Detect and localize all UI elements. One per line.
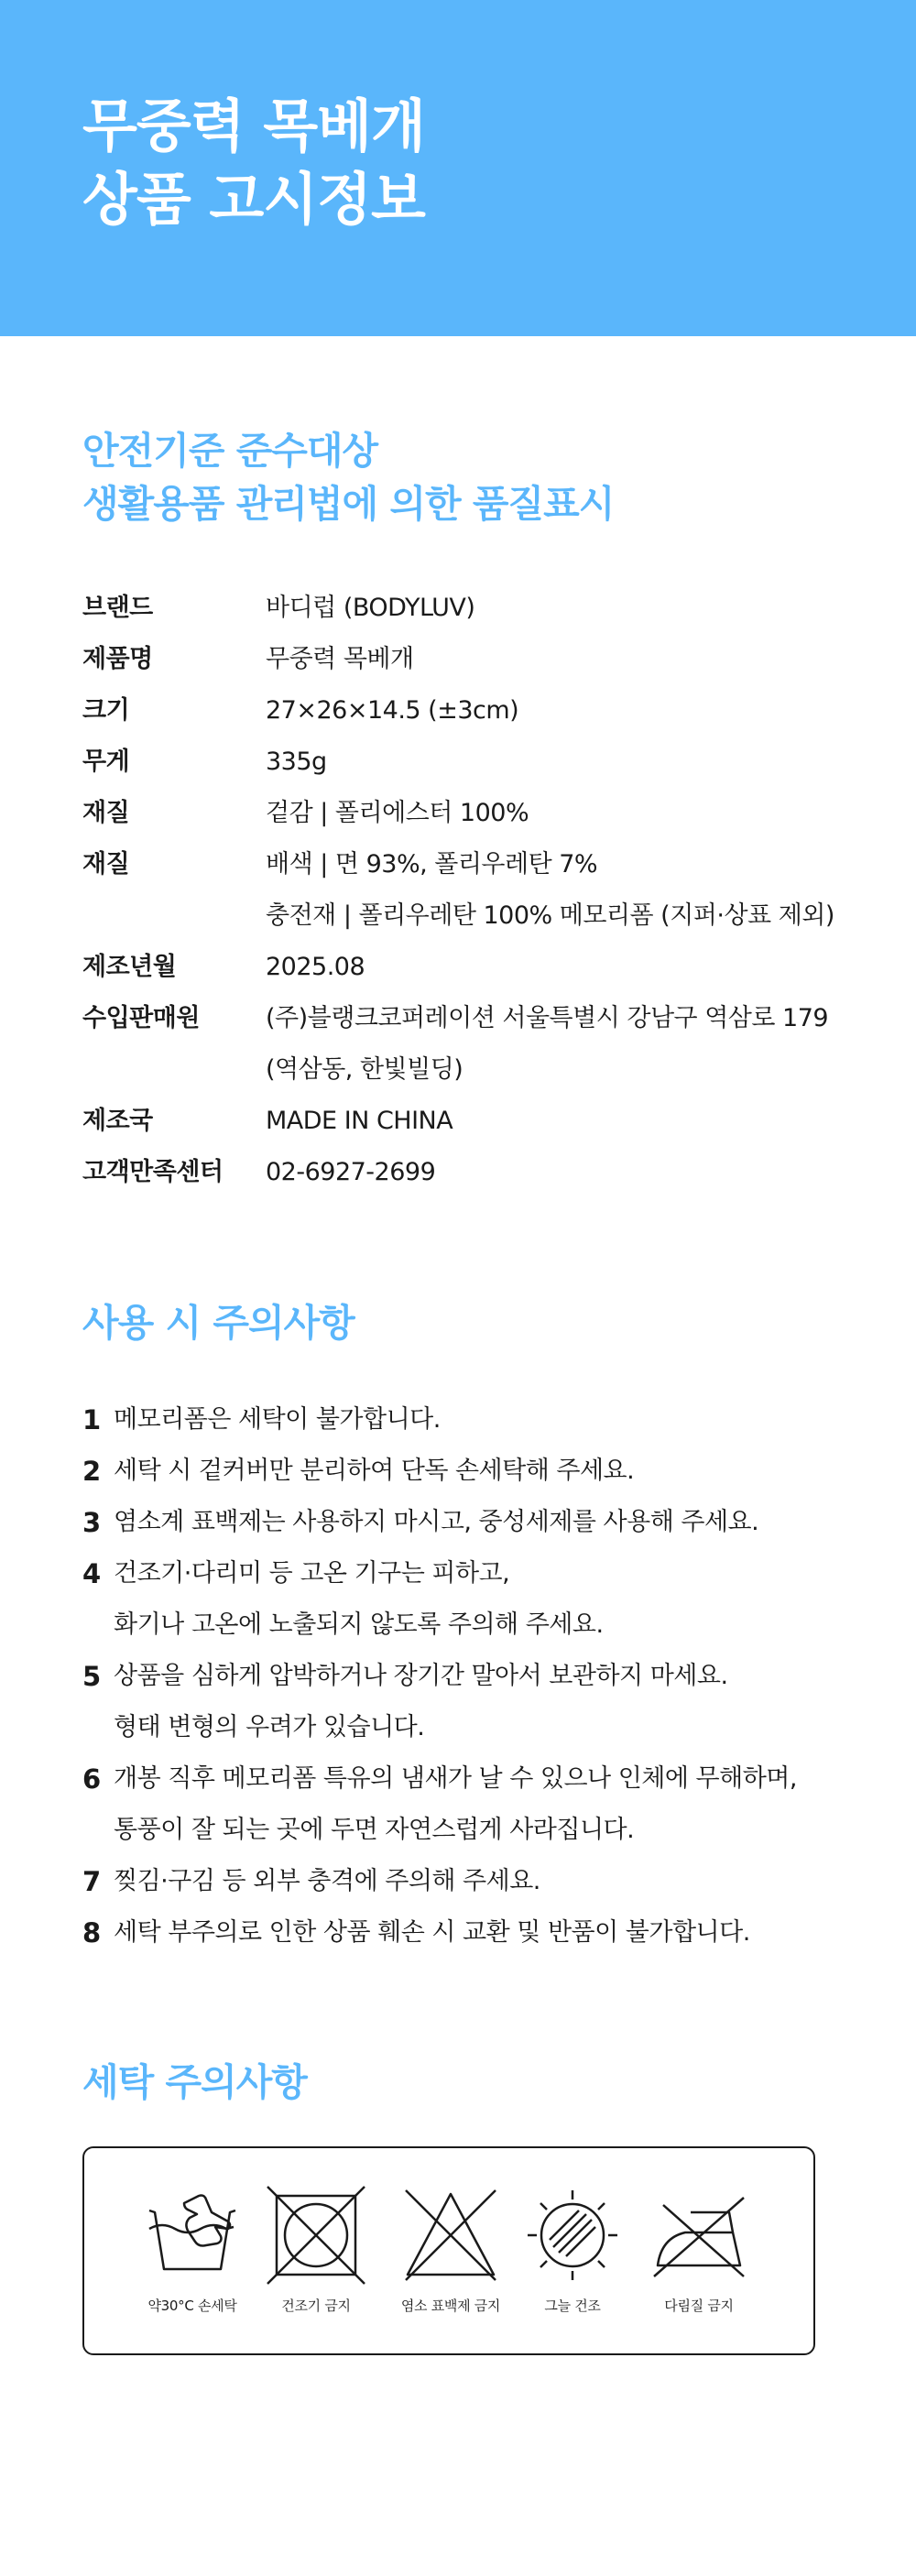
caution-text <box>114 1856 870 1907</box>
quality-info-table <box>82 583 870 1198</box>
caution-line: 형태 변형의 우려가 있습니다. <box>114 1713 425 1741</box>
caution-item <box>82 1497 870 1548</box>
caution-number: 1 <box>82 1404 102 1435</box>
hand-wash-30c-icon <box>142 2185 243 2286</box>
caution-number: 6 <box>82 1763 102 1795</box>
info-label: 수입판매원 <box>82 1004 200 1032</box>
caution-item <box>82 1394 870 1446</box>
info-label: 크기 <box>82 696 130 725</box>
caution-text <box>114 1651 870 1753</box>
header-title-line-1: 무중력 목베개 <box>82 93 425 159</box>
info-label: 재질 <box>82 799 130 827</box>
info-row <box>82 737 870 788</box>
info-values <box>266 1147 870 1198</box>
caution-text <box>114 1753 870 1856</box>
info-row <box>82 839 870 942</box>
caution-text <box>114 1548 870 1651</box>
info-values <box>266 1096 870 1147</box>
quality-title-line-2: 생활용품 관리법에 의한 품질표시 <box>82 482 615 526</box>
info-value: 335g <box>266 748 327 776</box>
caution-number: 4 <box>82 1558 102 1589</box>
caution-item <box>82 1548 870 1651</box>
caution-line: 메모리폼은 세탁이 불가합니다. <box>114 1405 441 1434</box>
caution-text <box>114 1497 870 1548</box>
wash-symbol-no-tumble-dry <box>247 2185 385 2315</box>
usage-caution-list <box>82 1394 870 1959</box>
info-values <box>266 737 870 788</box>
no-bleach-icon <box>400 2185 501 2286</box>
info-value: 바디럽 (BODYLUV) <box>266 594 475 622</box>
info-label: 제조년월 <box>82 953 177 981</box>
info-row <box>82 583 870 634</box>
usage-section-title: 사용 시 주의사항 <box>82 1301 354 1345</box>
info-row <box>82 993 870 1096</box>
quality-title-line-1: 안전기준 준수대상 <box>82 429 378 473</box>
info-value: 2025.08 <box>266 953 365 981</box>
header-title-line-2: 상품 고시정보 <box>82 166 425 233</box>
no-tumble-dry-icon <box>266 2185 366 2286</box>
caution-item <box>82 1446 870 1497</box>
info-values <box>266 839 870 942</box>
caution-text <box>114 1907 870 1959</box>
info-values <box>266 583 870 634</box>
info-row <box>82 942 870 993</box>
info-values <box>266 993 870 1096</box>
info-label: 제조국 <box>82 1107 153 1135</box>
info-row <box>82 634 870 685</box>
info-value: 무중력 목베개 <box>266 645 414 673</box>
washing-symbols-box <box>82 2146 815 2355</box>
caution-number: 2 <box>82 1456 102 1487</box>
info-row <box>82 1147 870 1198</box>
info-row <box>82 1096 870 1147</box>
caution-item <box>82 1907 870 1959</box>
caution-line: 통풍이 잘 되는 곳에 두면 자연스럽게 사라집니다. <box>114 1816 635 1844</box>
wash-symbol-label: 다림질 금지 <box>664 2298 734 2314</box>
info-value: 배색 | 면 93%, 폴리우레탄 7% <box>266 850 598 879</box>
info-label: 무게 <box>82 748 130 776</box>
caution-number: 5 <box>82 1661 102 1692</box>
caution-item <box>82 1856 870 1907</box>
info-values <box>266 634 870 685</box>
wash-symbol-dry-in-shade <box>504 2185 641 2315</box>
no-iron-icon <box>649 2185 749 2286</box>
page-header <box>0 0 916 336</box>
info-label: 브랜드 <box>82 594 153 622</box>
info-value: 충전재 | 폴리우레탄 100% 메모리폼 (지퍼·상표 제외) <box>266 901 834 930</box>
caution-line: 세탁 시 겉커버만 분리하여 단독 손세탁해 주세요. <box>114 1457 635 1485</box>
info-value: 겉감 | 폴리에스터 100% <box>266 799 529 827</box>
caution-item <box>82 1651 870 1753</box>
info-value: (주)블랭크코퍼레이션 서울특별시 강남구 역삼로 179 <box>266 1004 829 1032</box>
info-value: 27×26×14.5 (±3cm) <box>266 696 519 725</box>
caution-line: 화기나 고온에 노출되지 않도록 주의해 주세요. <box>114 1610 604 1639</box>
info-label: 고객만족센터 <box>82 1158 224 1186</box>
info-values <box>266 788 870 839</box>
wash-symbol-no-bleach <box>382 2185 519 2315</box>
wash-symbol-label: 건조기 금지 <box>281 2298 351 2314</box>
wash-symbol-label: 약30°C 손세탁 <box>147 2298 237 2314</box>
caution-line: 개봉 직후 메모리폼 특유의 냄새가 날 수 있으나 인체에 무해하며, <box>114 1764 797 1793</box>
info-row <box>82 685 870 737</box>
wash-symbol-label: 그늘 건조 <box>544 2298 601 2314</box>
info-value: MADE IN CHINA <box>266 1107 453 1135</box>
washing-section-title: 세탁 주의사항 <box>82 2060 307 2104</box>
caution-text <box>114 1394 870 1446</box>
info-value: 02-6927-2699 <box>266 1158 436 1186</box>
caution-number: 3 <box>82 1507 102 1538</box>
caution-line: 상품을 심하게 압박하거나 장기간 말아서 보관하지 마세요. <box>114 1662 728 1690</box>
info-label: 재질 <box>82 850 130 879</box>
dry-in-shade-icon <box>522 2185 623 2286</box>
caution-line: 염소계 표백제는 사용하지 마시고, 중성세제를 사용해 주세요. <box>114 1508 759 1536</box>
info-values <box>266 942 870 993</box>
caution-text <box>114 1446 870 1497</box>
caution-number: 7 <box>82 1866 102 1897</box>
wash-symbol-no-iron <box>630 2185 768 2315</box>
info-row <box>82 788 870 839</box>
wash-symbol-hand-wash <box>124 2185 261 2315</box>
info-values <box>266 685 870 737</box>
caution-line: 찢김·구김 등 외부 충격에 주의해 주세요. <box>114 1867 540 1895</box>
caution-line: 세탁 부주의로 인한 상품 훼손 시 교환 및 반품이 불가합니다. <box>114 1918 750 1947</box>
quality-section-title <box>82 424 614 530</box>
wash-symbol-label: 염소 표백제 금지 <box>400 2298 501 2314</box>
info-label: 제품명 <box>82 645 153 673</box>
caution-number: 8 <box>82 1917 102 1948</box>
caution-item <box>82 1753 870 1856</box>
info-value: (역삼동, 한빛빌딩) <box>266 1055 463 1084</box>
caution-line: 건조기·다리미 등 고온 기구는 피하고, <box>114 1559 510 1588</box>
